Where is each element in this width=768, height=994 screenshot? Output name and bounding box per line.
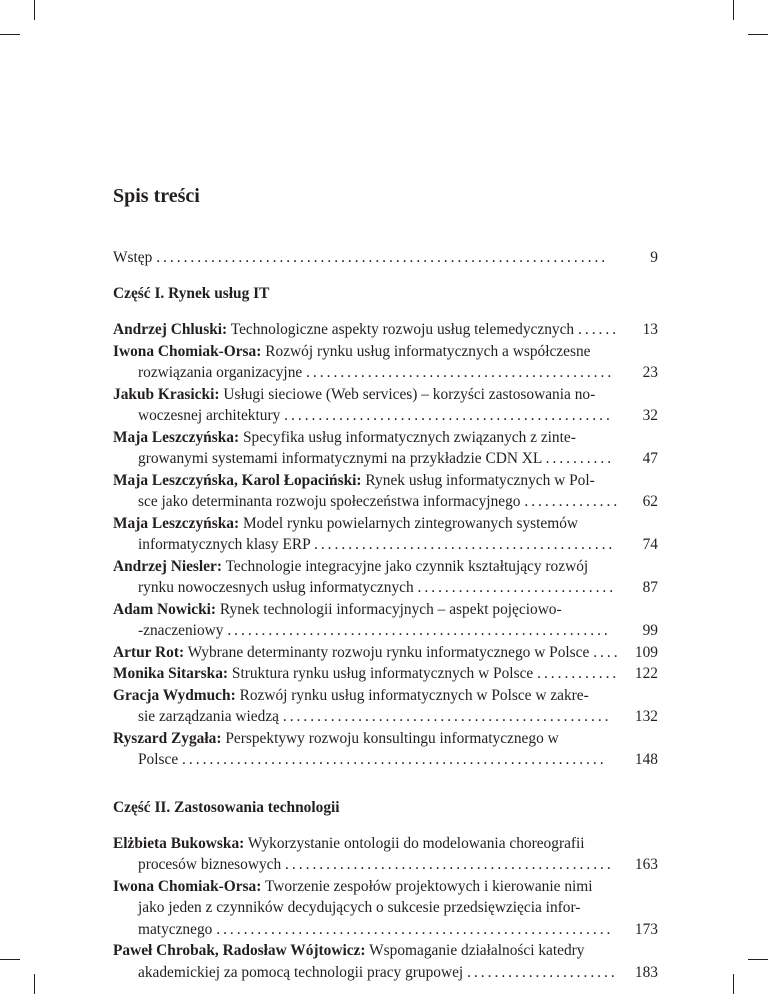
- entry-title-line: Usługi sieciowe (Web services) – korzyści zastosowania no-: [223, 385, 596, 403]
- toc-entry: [113, 833, 658, 876]
- entry-title-line: rozwiązania organizacyjne: [138, 364, 303, 381]
- author-name: Maja Leszczyńska:: [113, 428, 240, 446]
- entry-title-line: Rozwój rynku usług informatycznych a współczesne: [265, 342, 591, 360]
- toc-page-number: 183: [634, 963, 658, 981]
- crop-mark: [34, 0, 35, 20]
- leader-dots: ......: [578, 321, 620, 338]
- toc-page-number: 122: [634, 665, 658, 682]
- entry-title-line: woczesnej architektury: [138, 407, 281, 424]
- toc-line: [113, 534, 658, 556]
- toc-line: [113, 919, 658, 941]
- entry-title-line: Technologie integracyjne jako czynnik kształtujący rozwój: [225, 557, 589, 575]
- entry-title-line: sie zarządzania wiedzą: [138, 708, 279, 725]
- leader-dots: ..........: [545, 450, 615, 467]
- author-name: Maja Leszczyńska:: [113, 514, 240, 532]
- toc-entry: [113, 427, 658, 470]
- toc-line: [113, 940, 658, 962]
- page-title: Spis treści: [113, 185, 200, 207]
- toc-line: [113, 405, 658, 427]
- toc-page-number: 99: [642, 622, 658, 639]
- toc-line: [113, 362, 658, 384]
- author-name: Iwona Chomiak-Orsa:: [113, 342, 262, 360]
- toc-line: [113, 448, 658, 470]
- leader-dots: ....: [593, 643, 621, 661]
- author-name: Maja Leszczyńska, Karol Łopaciński:: [113, 471, 362, 489]
- toc-page-number: 13: [642, 321, 658, 338]
- leader-dots: ......................: [467, 963, 618, 981]
- author-name: Adam Nowicki:: [113, 600, 217, 618]
- toc-line: [113, 384, 658, 406]
- toc-entry: [113, 341, 658, 384]
- toc-entry: [113, 513, 658, 556]
- toc-page-number: 173: [634, 920, 658, 938]
- toc-entry: [113, 599, 658, 642]
- toc-page-number: 74: [642, 536, 658, 553]
- toc-line: [113, 685, 658, 707]
- toc-line: [113, 620, 658, 642]
- toc-entry: [113, 685, 658, 728]
- toc-entry: [113, 940, 658, 983]
- author-name: Andrzej Niesler:: [113, 557, 222, 575]
- toc-entry: [113, 384, 658, 427]
- entry-title-line: informatycznych klasy ERP: [138, 536, 311, 553]
- toc-line: [113, 663, 658, 685]
- toc-line: [113, 897, 658, 919]
- toc-line: [113, 427, 658, 449]
- toc-page-number: 148: [634, 751, 658, 768]
- crop-mark: [0, 959, 20, 960]
- toc-entry: [113, 663, 658, 685]
- author-name: Monika Sitarska:: [113, 665, 229, 682]
- toc-entry: [113, 556, 658, 599]
- crop-mark: [0, 34, 20, 35]
- toc-entry-label: Wstęp: [113, 249, 153, 266]
- toc-page-number: 23: [642, 364, 658, 381]
- toc-line: [113, 599, 658, 621]
- entry-title-line: Rozwój rynku usług informatycznych w Polsce w zakre-: [239, 686, 589, 704]
- toc-line: [113, 833, 658, 855]
- leader-dots: .............................: [417, 579, 617, 596]
- toc-line: [113, 319, 658, 341]
- section-heading: Część I. Rynek usług IT: [113, 285, 270, 302]
- entry-title-line: Wybrane determinanty rozwoju rynku informatycznego w Polsce: [187, 643, 590, 661]
- crop-mark: [748, 959, 768, 960]
- toc-line: [113, 341, 658, 363]
- toc-line: [113, 854, 658, 876]
- toc-line: [113, 556, 658, 578]
- entry-title-line: Technologiczne aspekty rozwoju usług telemedycznych: [230, 321, 575, 338]
- section-heading: Część II. Zastosowania technologii: [113, 798, 340, 816]
- entry-title-line: jako jeden z czynników decydujących o sukcesie przedsięwzięcia infor-: [138, 899, 581, 916]
- toc-line: [113, 577, 658, 599]
- toc-line: [113, 642, 658, 664]
- toc-page-number: 109: [634, 643, 658, 661]
- toc-entry: [113, 876, 658, 941]
- leader-dots: ..............: [524, 493, 621, 510]
- entry-title-line: growanymi systemami informatycznymi na przykładzie CDN XL: [138, 450, 542, 467]
- entry-title-line: Wspomaganie działalności katedry: [369, 942, 585, 959]
- toc-line: [113, 513, 658, 535]
- toc-line: [113, 470, 658, 492]
- leader-dots: ................................................: [282, 708, 612, 725]
- entry-title-line: Rynek usług informatycznych w Pol-: [365, 471, 595, 489]
- toc-entry: [113, 728, 658, 771]
- toc-entry: [113, 470, 658, 513]
- author-name: Ryszard Zygała:: [113, 729, 222, 747]
- entry-title-line: Struktura rynku usług informatycznych w Polsce: [231, 665, 534, 682]
- toc-line: [113, 491, 658, 513]
- entry-title-line: Model rynku powielarnych zintegrowanych systemów: [242, 514, 579, 532]
- entry-title-line: rynku nowoczesnych usług informatycznych: [138, 579, 414, 596]
- crop-mark: [748, 34, 768, 35]
- entry-title-line: Wykorzystanie ontologii do modelowania choreografii: [247, 834, 585, 852]
- leader-dots: ........................................................: [227, 622, 611, 639]
- toc-page-number: 62: [642, 493, 658, 510]
- entry-title-line: akademickiej za pomocą technologii pracy grupowej: [138, 963, 464, 981]
- crop-mark: [34, 974, 35, 994]
- toc-page-number: 32: [642, 407, 658, 424]
- author-name: Gracja Wydmuch:: [113, 686, 236, 704]
- entry-title-line: matycznego: [138, 920, 213, 938]
- toc-page-number: 163: [634, 856, 658, 873]
- author-name: Artur Rot:: [113, 643, 185, 661]
- toc-page-number: 87: [642, 579, 658, 596]
- toc-page-number: 9: [650, 249, 658, 266]
- toc-line: [113, 706, 658, 728]
- toc-page-number: 47: [642, 450, 658, 467]
- toc-entry: [113, 642, 658, 664]
- author-name: Jakub Krasicki:: [113, 385, 220, 403]
- toc-entry: [113, 319, 658, 341]
- leader-dots: ..............................................................: [182, 751, 607, 768]
- author-name: Andrzej Chluski:: [113, 321, 228, 338]
- entry-title-line: Rynek technologii informacyjnych – aspekt pojęciowo-: [219, 600, 562, 618]
- author-name: Paweł Chrobak, Radosław Wójtowicz:: [113, 942, 366, 959]
- entry-title-line: procesów biznesowych: [138, 856, 282, 873]
- toc-entry-intro: [113, 247, 658, 269]
- crop-mark: [733, 0, 734, 20]
- leader-dots: ............................................: [313, 536, 616, 553]
- leader-dots: ............: [537, 665, 620, 682]
- entry-title-line: sce jako determinanta rozwoju społeczeństwa informacyjnego: [138, 493, 521, 510]
- leader-dots: ..................................................................: [156, 249, 609, 266]
- toc-line: [113, 876, 658, 898]
- crop-mark: [733, 974, 734, 994]
- toc-page-number: 132: [634, 708, 658, 725]
- author-name: Iwona Chomiak-Orsa:: [113, 877, 262, 895]
- entry-title-line: Polsce: [138, 751, 179, 768]
- leader-dots: ..........................................................: [216, 920, 614, 938]
- author-name: Elżbieta Bukowska:: [113, 834, 245, 852]
- entry-title-line: Tworzenie zespołów projektowych i kierowanie nimi: [264, 877, 593, 895]
- toc-line: [113, 247, 658, 269]
- leader-dots: .............................................: [306, 364, 615, 381]
- leader-dots: ................................................: [284, 407, 613, 424]
- toc-line: [113, 962, 658, 984]
- leader-dots: ................................................: [285, 856, 614, 873]
- entry-title-line: Specyfika usług informatycznych związanych z zinte-: [242, 428, 576, 446]
- entry-title-line: -znaczeniowy: [138, 622, 224, 639]
- toc-line: [113, 728, 658, 750]
- entry-title-line: Perspektywy rozwoju konsultingu informatycznego w: [225, 729, 559, 747]
- toc-line: [113, 749, 658, 771]
